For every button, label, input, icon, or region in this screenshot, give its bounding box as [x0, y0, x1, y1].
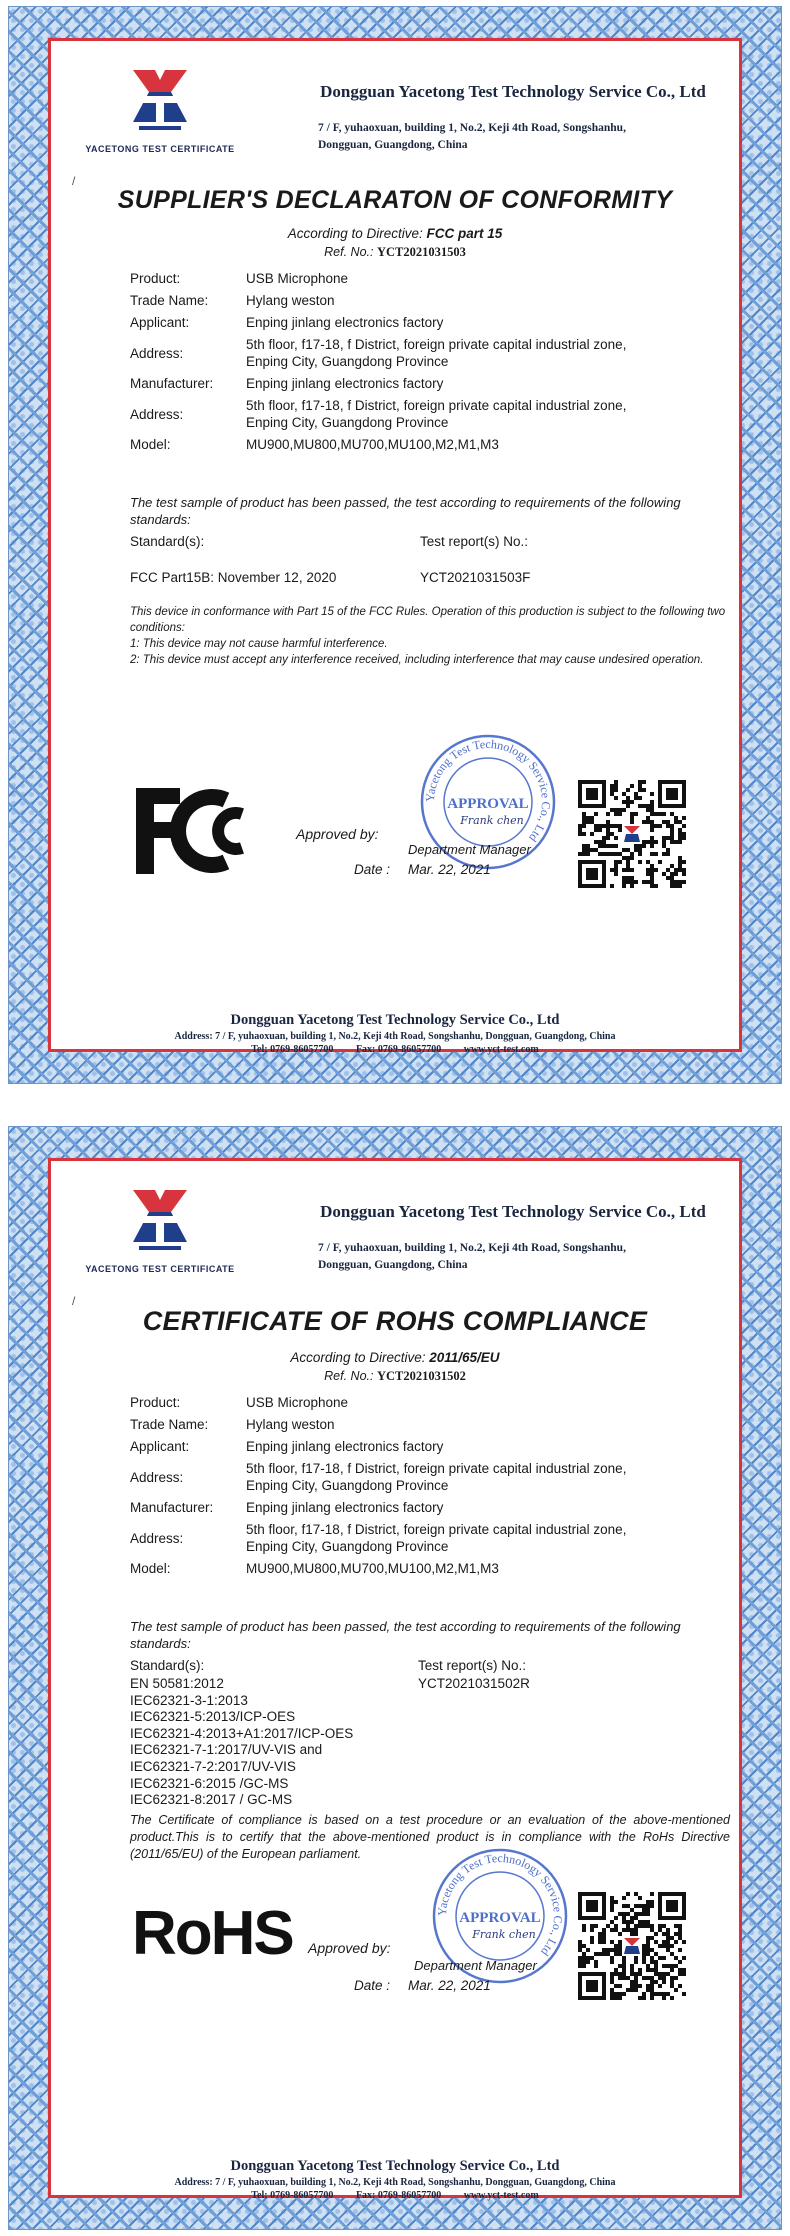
- date-value: Mar. 22, 2021: [408, 1978, 491, 1993]
- qr-code: [578, 1892, 686, 2000]
- document-title: CERTIFICATE OF ROHS COMPLIANCE: [142, 1306, 648, 1336]
- standards-heading: Standard(s):: [130, 1658, 205, 1673]
- department-manager: Department Manager: [414, 1958, 537, 1973]
- report-number: YCT2021031503F: [420, 570, 531, 585]
- conformance-text: This device in conformance with Part 15 of the FCC Rules. Operation of this production is subject to the following two conditions: 1: This device may not cause harmful interference. 2: This device must accept any interference received, including interference that may cause undesired operation.: [130, 606, 726, 666]
- field-trade-name: Trade Name: Hylang weston: [130, 1417, 335, 1432]
- approved-by-label: Approved by:: [296, 826, 379, 842]
- footer-company-name: Dongguan Yacetong Test Technology Service Co., Ltd: [230, 2158, 560, 2174]
- field-model: Model: MU900,MU800,MU700,MU100,M2,M1,M3: [130, 1561, 499, 1576]
- company-name: Dongguan Yacetong Test Technology Service Co., Ltd: [320, 82, 706, 101]
- date-value: Mar. 22, 2021: [408, 862, 491, 877]
- standard-item: IEC62321-7-2:2017/UV-VIS: [130, 1758, 296, 1774]
- ref-label: Ref. No.:: [324, 245, 374, 259]
- date-label: Date :: [354, 862, 391, 877]
- company-address-line2: Dongguan, Guangdong, China: [318, 1259, 468, 1271]
- document-title: SUPPLIER'S DECLARATON OF CONFORMITY: [117, 186, 673, 214]
- footer-fax: Fax: 0769-86057700: [355, 1044, 442, 1055]
- field-applicant-address: Address: 5th floor, f17-18, f District, foreign private capital industrial zone, Enping City, Guangdong Province: [130, 1461, 627, 1493]
- compliance-statement: The Certificate of compliance is based on a test procedure or an evaluation of the above-mentioned product.This is to certify that the above-mentioned product is in compliance with the RoHs Directive (2011/65/EU) of the European parliament.: [130, 1813, 730, 1861]
- ref-value: YCT2021031502: [376, 1369, 466, 1383]
- footer-web: www.yct-test.com: [463, 1044, 539, 1055]
- footer-company-name: Dongguan Yacetong Test Technology Service Co., Ltd: [230, 1012, 560, 1028]
- field-product: Product: USB Microphone: [130, 271, 349, 286]
- date-label: Date :: [354, 1978, 391, 1993]
- directive-label: According to Directive:: [287, 226, 423, 241]
- standards-list: [130, 1676, 353, 1809]
- footer-tel: Tel: 0769-86057700: [251, 1044, 334, 1055]
- standard-item: IEC62321-6:2015 /GC-MS: [130, 1775, 289, 1791]
- test-reports-heading: Test report(s) No.:: [420, 534, 529, 549]
- margin-mark: /: [72, 174, 76, 188]
- svg-text:Yacetong Test Technology Servi: Yacetong Test Technology Service Co., Ltd: [434, 1850, 566, 1959]
- directive-value: FCC part 15: [426, 226, 503, 241]
- margin-mark: /: [72, 1294, 76, 1308]
- logo-caption: YACETONG TEST CERTIFICATE: [85, 1264, 235, 1274]
- company-logo: [80, 1186, 240, 1286]
- field-applicant: Applicant: Enping jinlang electronics factory: [130, 1439, 444, 1454]
- svg-text:APPROVAL: APPROVAL: [447, 796, 529, 812]
- directive-label: According to Directive:: [290, 1350, 426, 1365]
- footer-fax: Fax: 0769-86057700: [355, 2190, 442, 2201]
- yct-logo-icon: [125, 1186, 195, 1256]
- field-manufacturer-address: Address: 5th floor, f17-18, f District, foreign private capital industrial zone, Enping City, Guangdong Province: [130, 1522, 627, 1554]
- yct-logo-icon: [125, 66, 195, 136]
- company-address-line1: 7 / F, yuhaoxuan, building 1, No.2, Keji 4th Road, Songshanhu,: [318, 122, 626, 134]
- ref-label: Ref. No.:: [324, 1369, 374, 1383]
- directive-value: 2011/65/EU: [429, 1350, 500, 1365]
- company-address-line2: Dongguan, Guangdong, China: [318, 139, 468, 151]
- footer-address: Address: 7 / F, yuhaoxuan, building 1, No.2, Keji 4th Road, Songshanhu, Dongguan, Guangdong, China Tel: 0769-86057700 Fax: 0769-86057700 www.yct-test.com: [174, 1031, 616, 1055]
- standards-heading: Standard(s):: [130, 534, 205, 549]
- svg-text:APPROVAL: APPROVAL: [459, 1910, 541, 1926]
- company-address: [318, 120, 718, 154]
- field-trade-name: Trade Name: Hylang weston: [130, 293, 335, 308]
- field-manufacturer: Manufacturer: Enping jinlang electronics factory: [130, 1500, 444, 1515]
- company-logo: [80, 66, 240, 166]
- ref-value: YCT2021031503: [376, 245, 466, 259]
- rohs-certificate: [0, 1120, 790, 2236]
- standard-item: EN 50581:2012: [130, 1676, 224, 1691]
- svg-text:Frank chen: Frank chen: [472, 1928, 536, 1941]
- product-fields: [130, 270, 730, 458]
- fcc-certificate: [0, 0, 790, 1090]
- field-product: Product: USB Microphone: [130, 1395, 349, 1410]
- directive-line: [58, 226, 732, 241]
- footer-address: Address: 7 / F, yuhaoxuan, building 1, No.2, Keji 4th Road, Songshanhu, Dongguan, Guangdong, China Tel: 0769-86057700 Fax: 0769-86057700 www.yct-test.com: [174, 2177, 616, 2201]
- standard-item: IEC62321-3-1:2013: [130, 1692, 248, 1708]
- standard-item: IEC62321-7-1:2017/UV-VIS and: [130, 1742, 323, 1758]
- field-applicant-address: Address: 5th floor, f17-18, f District, foreign private capital industrial zone, Enping City, Guangdong Province: [130, 337, 627, 369]
- report-number: YCT2021031502R: [418, 1676, 530, 1691]
- field-manufacturer: Manufacturer: Enping jinlang electronics factory: [130, 376, 444, 391]
- rohs-logo: RoHS: [132, 1899, 293, 1968]
- approved-by-label: Approved by:: [308, 1940, 391, 1956]
- logo-caption: YACETONG TEST CERTIFICATE: [85, 144, 235, 154]
- field-applicant: Applicant: Enping jinlang electronics factory: [130, 315, 444, 330]
- passed-statement: The test sample of product has been passed, the test according to requirements of the following standards:: [130, 495, 681, 527]
- standard-value: FCC Part15B: November 12, 2020: [130, 570, 337, 585]
- department-manager: Department Manager: [408, 842, 531, 857]
- footer-tel: Tel: 0769-86057700: [251, 2190, 334, 2201]
- standard-item: IEC62321-8:2017 / GC-MS: [130, 1792, 293, 1808]
- directive-line: [58, 1350, 732, 1365]
- standard-item: IEC62321-5:2013/ICP-OES: [130, 1709, 296, 1725]
- qr-code: [578, 780, 686, 888]
- reference-number: [58, 245, 732, 260]
- footer-web: www.yct-test.com: [463, 2190, 539, 2201]
- passed-statement: The test sample of product has been passed, the test according to requirements of the following standards:: [130, 1619, 681, 1651]
- field-model: Model: MU900,MU800,MU700,MU100,M2,M1,M3: [130, 437, 499, 452]
- svg-text:Yacetong Test Technology Servi: Yacetong Test Technology Service Co., Ltd: [422, 736, 554, 845]
- svg-text:Frank chen: Frank chen: [460, 814, 524, 827]
- company-name: Dongguan Yacetong Test Technology Service Co., Ltd: [320, 1202, 706, 1221]
- certificate-body: [58, 48, 732, 1055]
- product-fields: [130, 1394, 730, 1582]
- company-address: [318, 1240, 718, 1274]
- fcc-logo-icon: [134, 786, 264, 876]
- reference-number: [58, 1369, 732, 1384]
- test-reports-heading: Test report(s) No.:: [418, 1658, 527, 1673]
- certificate-body: [58, 1168, 732, 2201]
- field-manufacturer-address: Address: 5th floor, f17-18, f District, foreign private capital industrial zone, Enping City, Guangdong Province: [130, 398, 627, 430]
- company-address-line1: 7 / F, yuhaoxuan, building 1, No.2, Keji 4th Road, Songshanhu,: [318, 1242, 626, 1254]
- standard-item: IEC62321-4:2013+A1:2017/ICP-OES: [130, 1725, 354, 1741]
